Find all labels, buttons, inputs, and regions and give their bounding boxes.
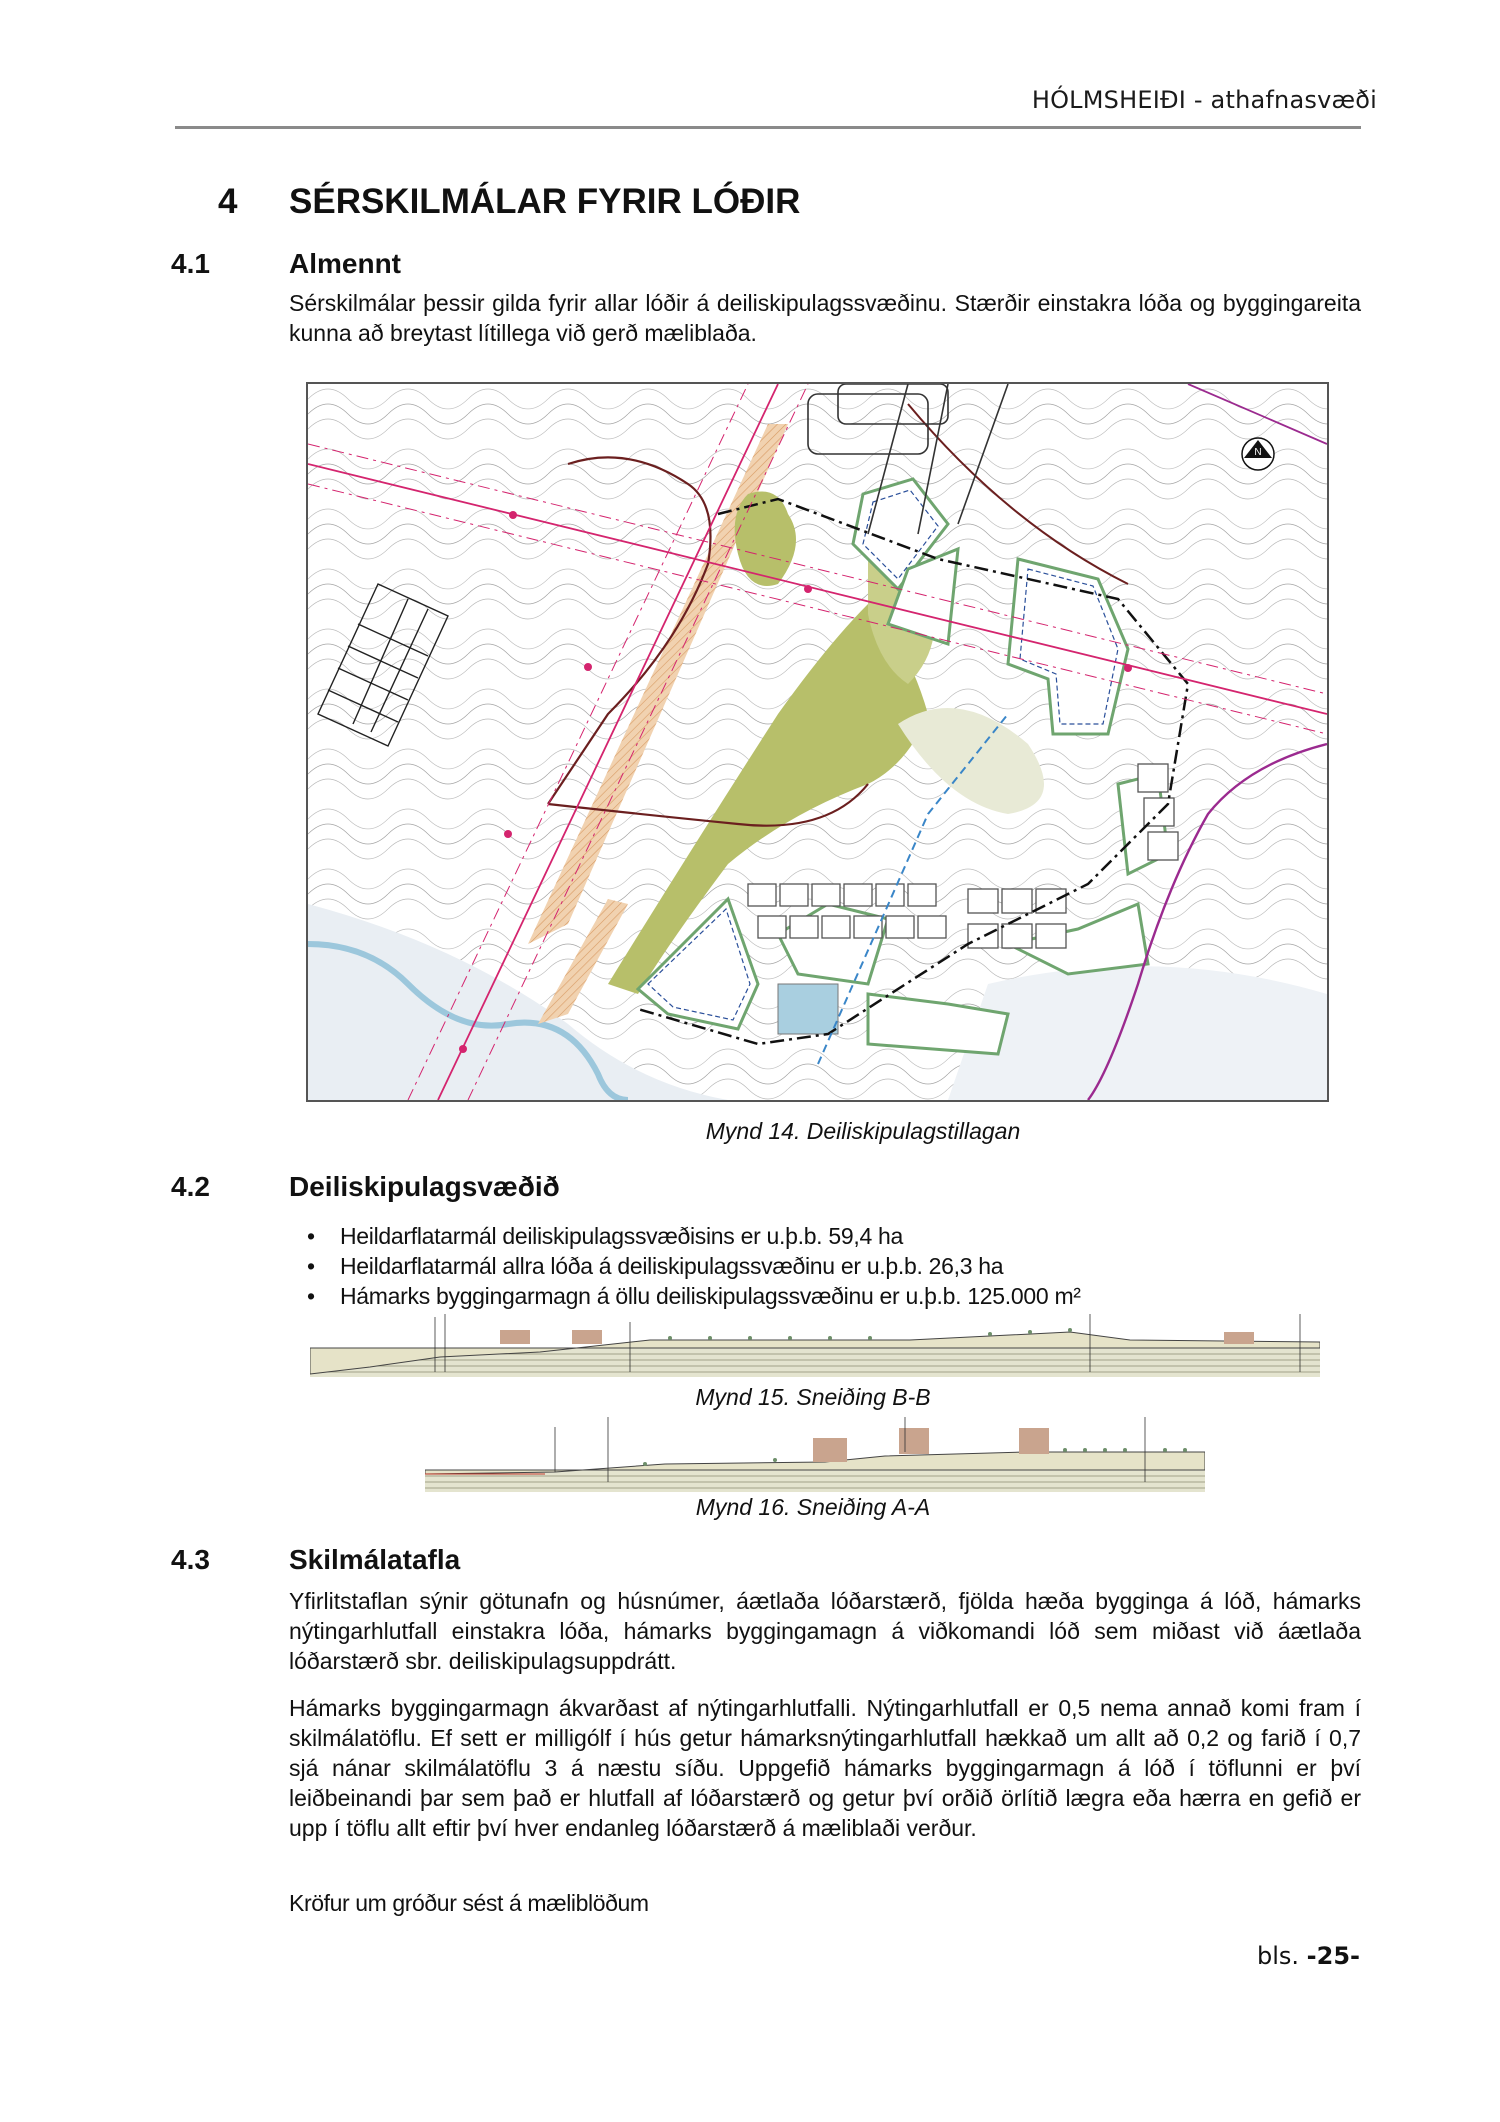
list-item-text: Heildarflatarmál deiliskipulagssvæðisins er u.þ.b. 59,4 ha: [340, 1223, 904, 1249]
section-title: Skilmálatafla: [289, 1544, 461, 1575]
section-number: 4.3: [171, 1544, 210, 1575]
figure-14-caption: Mynd 14. Deiliskipulagstillagan: [705, 1118, 1021, 1144]
section-4-3-paragraph-1: Yfirlitstaflan sýnir götunafn og húsnúmer, áætlaða lóðarstærð, fjölda hæða bygginga á lóð, hámarks nýtingarhlutfall einstakra lóða, hámarks byggingamagn á viðkomandi lóð sem miðast við áætlaða lóðarstærð sbr. deiliskipulagsuppdrátt.: [289, 1588, 1361, 1674]
section-title: Almennt: [289, 248, 401, 279]
building-profile: [500, 1330, 530, 1344]
list-item: [307, 1251, 1081, 1281]
section-number: 4.1: [171, 248, 210, 279]
section-aa-drawing: [425, 1412, 1205, 1492]
north-label: N: [1254, 447, 1262, 458]
building-profile: [813, 1438, 847, 1462]
header-rule: [175, 126, 1361, 129]
list-item: [307, 1281, 1081, 1311]
list-item-text: Hámarks byggingarmagn á öllu deiliskipulagssvæðinu er u.þ.b. 125.000 m²: [340, 1283, 1081, 1309]
section-title: Deiliskipulagsvæðið: [289, 1171, 560, 1202]
figure-15-caption: Mynd 15. Sneiðing B-B: [695, 1384, 931, 1410]
building-profile: [1224, 1332, 1254, 1344]
building-profile: [572, 1330, 602, 1344]
bullet-icon: •: [307, 1253, 315, 1279]
building-profile: [899, 1428, 929, 1454]
list-item-text: Heildarflatarmál allra lóða á deiliskipulagssvæðinu er u.þ.b. 26,3 ha: [340, 1253, 1004, 1279]
building-profile: [1019, 1428, 1049, 1454]
site-plan-map: [306, 382, 1329, 1102]
running-header: HÓLMSHEIÐI - athafnasvæði: [1031, 86, 1377, 114]
section-aa-svg: [425, 1412, 1205, 1492]
area-facts-list: [307, 1221, 1081, 1311]
map-svg: [308, 384, 1327, 1100]
section-4-3-paragraph-3: Kröfur um gróður sést á mæliblöðum: [289, 1890, 649, 1916]
section-4-1-paragraph: Sérskilmálar þessir gilda fyrir allar lóðir á deiliskipulagssvæðinu. Stærðir einstakra lóða og byggingareita kunna að breytast lítillega við gerð mæliblaða.: [289, 290, 1361, 346]
bullet-icon: •: [307, 1223, 315, 1249]
section-bb-svg: [310, 1312, 1320, 1377]
section-bb-drawing: [310, 1312, 1320, 1377]
north-arrow-icon: [1242, 438, 1274, 470]
figure-16-caption: Mynd 16. Sneiðing A-A: [695, 1494, 931, 1520]
bullet-icon: •: [307, 1283, 315, 1309]
page-number-value: -25-: [1306, 1942, 1360, 1970]
ground-strata: [425, 1470, 1205, 1492]
section-4-3-paragraph-2: Hámarks byggingarmagn ákvarðast af nýtingarhlutfalli. Nýtingarhlutfall er 0,5 nema annað komi fram í skilmálatöflu. Ef sett er milligólf í hús getur hámarksnýtingarhlutfall hækkað um allt að 0,2 og farið í 0,7 sjá nánar skilmálatöflu 3 á næstu síðu. Uppgefið hámarks byggingarmagn á lóð í töflunni er því leiðbeinandi þar sem það er hlutfall af lóðarstærð og getur því orðið örlítið lægra eða hærra en gefið er upp í töflu allt eftir því hver endanleg lóðarstærð á mæliblaði verður.: [289, 1695, 1361, 1841]
pond: [778, 984, 838, 1034]
chapter-number: 4: [218, 182, 238, 221]
page-number: [1257, 1942, 1360, 1970]
section-number: 4.2: [171, 1171, 210, 1202]
chapter-title: SÉRSKILMÁLAR FYRIR LÓÐIR: [289, 182, 801, 221]
list-item: [307, 1221, 1081, 1251]
page-prefix: bls.: [1257, 1942, 1307, 1970]
